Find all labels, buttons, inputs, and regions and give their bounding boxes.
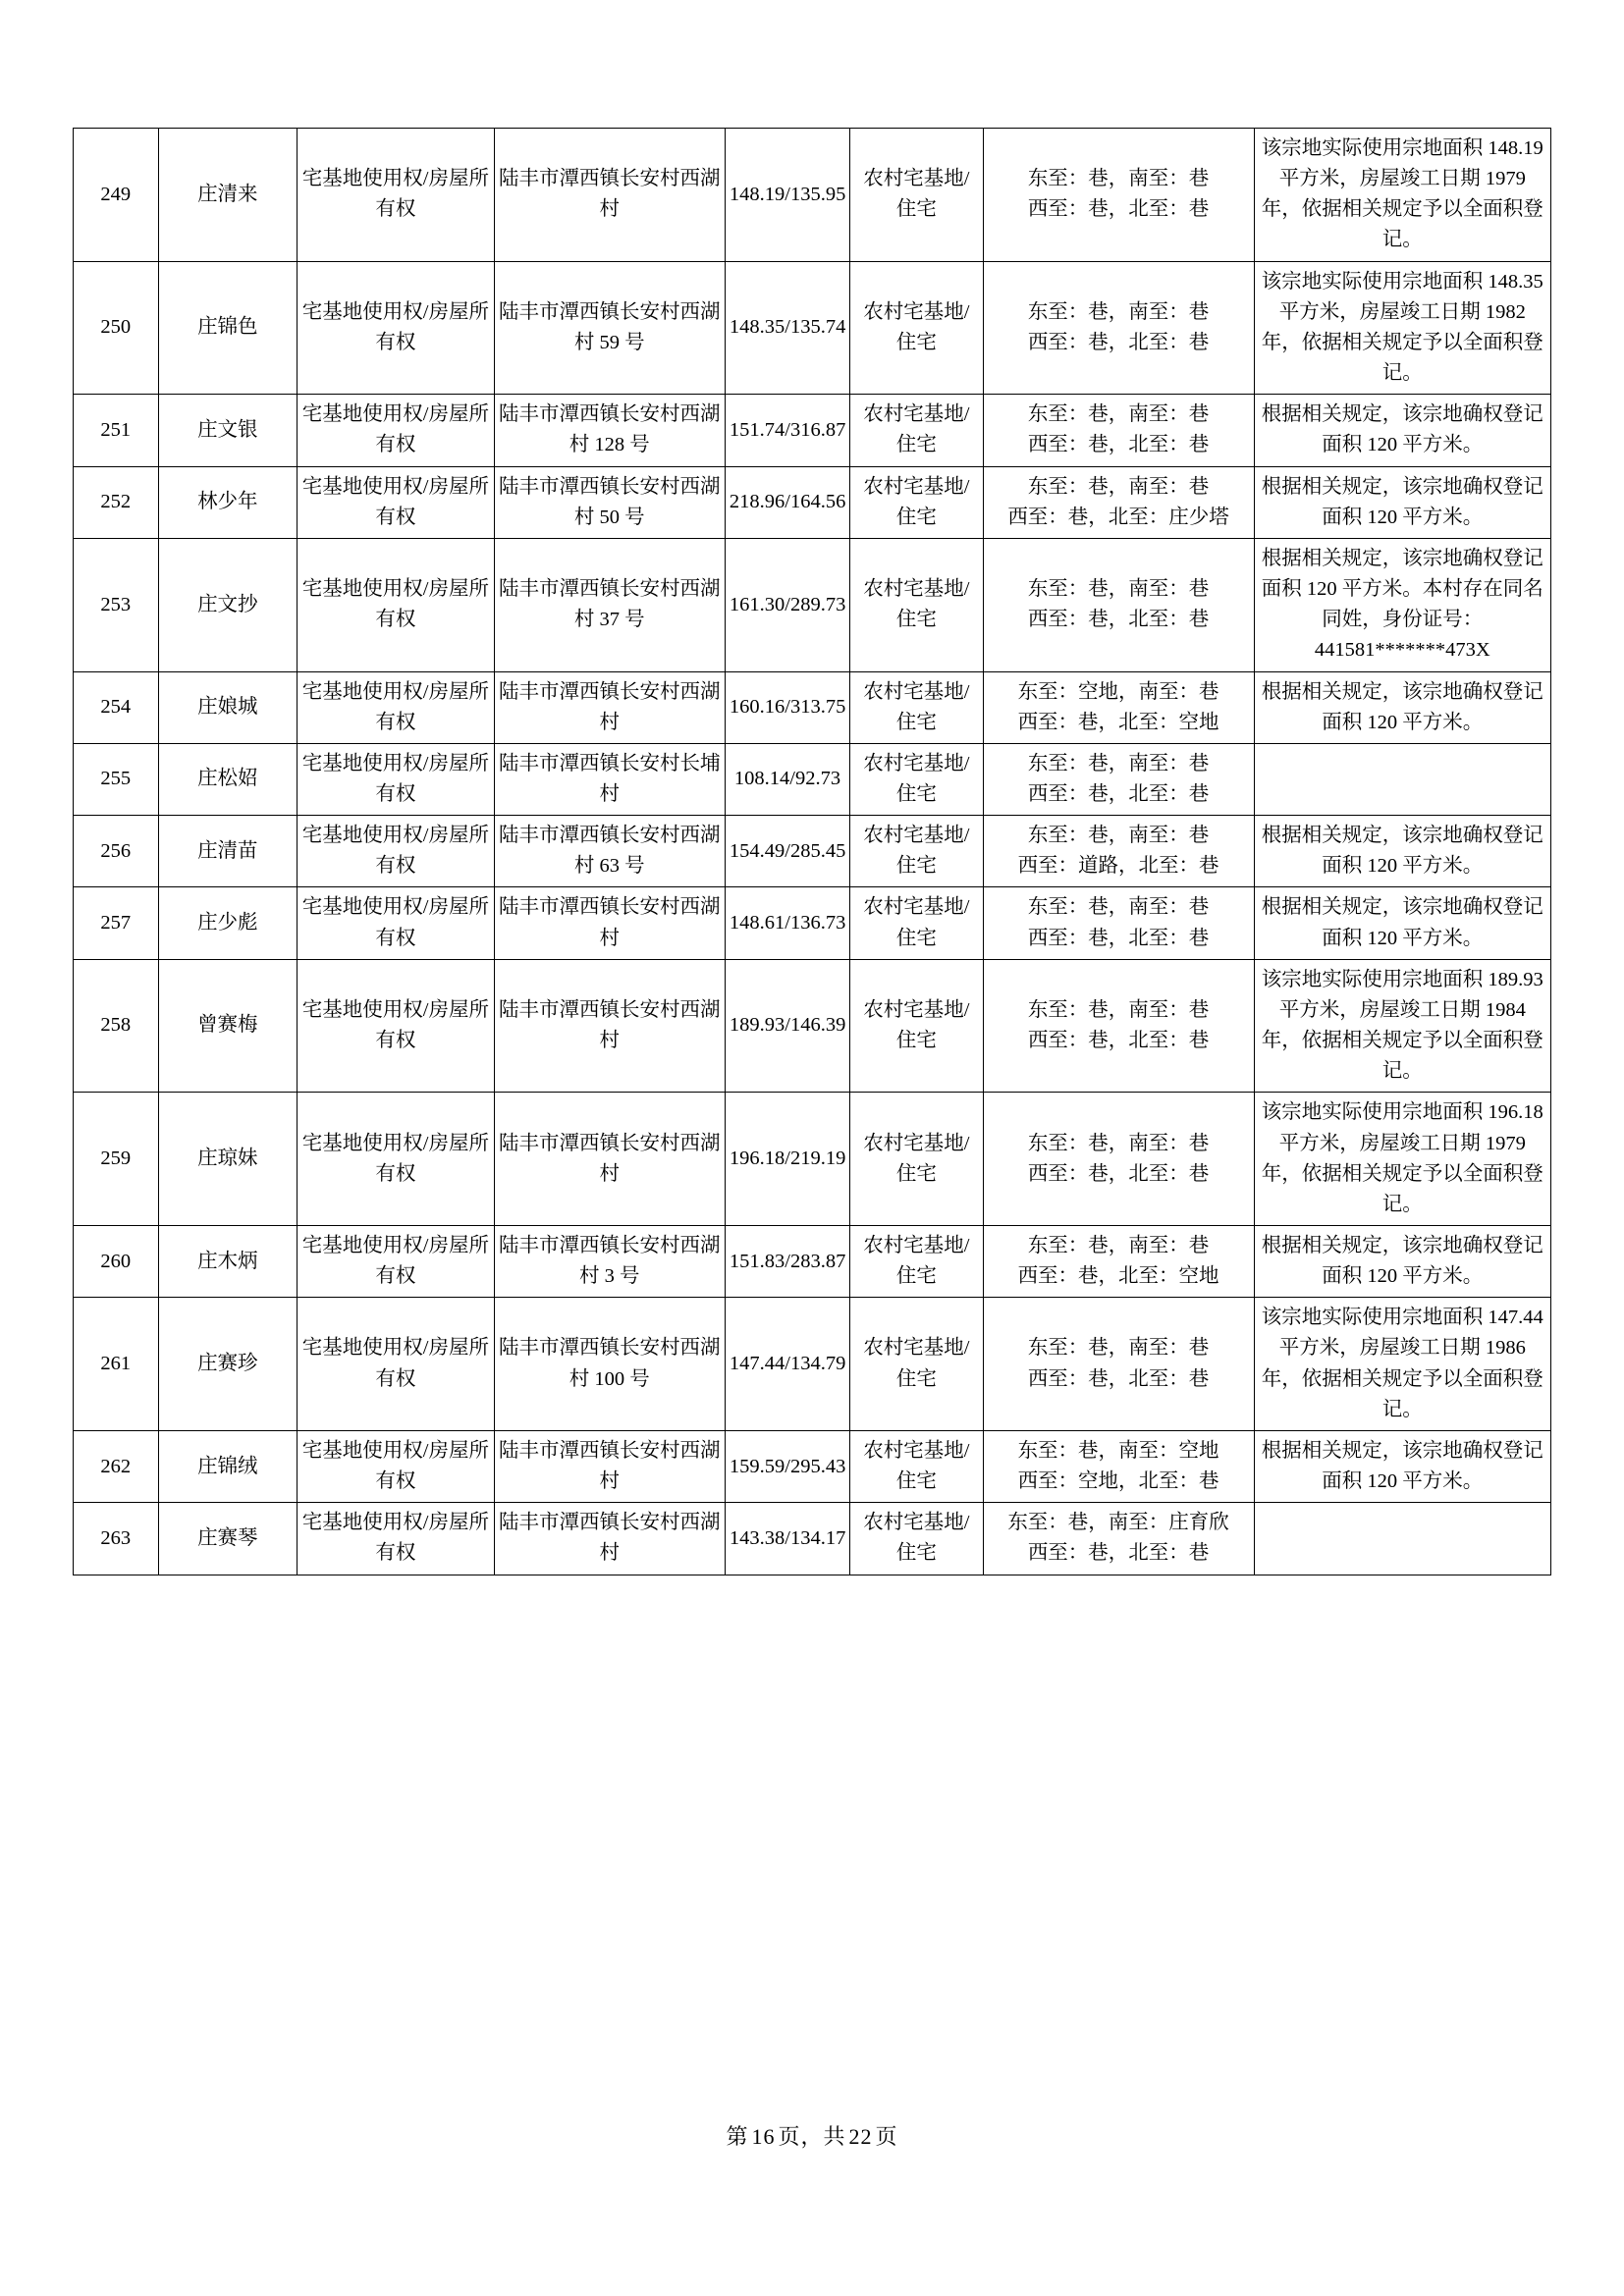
cell-sequence: 256 xyxy=(74,816,159,887)
land-registration-table xyxy=(73,128,1551,1575)
boundary-line-2: 西至：巷，北至：巷 xyxy=(1027,1162,1210,1185)
boundary-line-2: 西至：巷，北至：巷 xyxy=(1027,609,1210,631)
boundary-line-1: 东至：巷，南至：巷 xyxy=(1027,825,1210,847)
cell-name: 庄文银 xyxy=(158,395,298,466)
boundary-line-2: 西至：巷，北至：巷 xyxy=(1027,1542,1210,1565)
cell-right-type: 宅基地使用权/房屋所有权 xyxy=(298,1298,495,1431)
cell-name: 庄木炳 xyxy=(158,1226,298,1298)
cell-area: 148.19/135.95 xyxy=(725,129,849,262)
cell-sequence: 254 xyxy=(74,671,159,743)
cell-sequence: 257 xyxy=(74,887,159,959)
cell-use: 农村宅基地/住宅 xyxy=(850,1430,983,1502)
cell-area: 159.59/295.43 xyxy=(725,1430,849,1502)
cell-remark: 根据相关规定，该宗地确权登记面积 120 平方米。 xyxy=(1254,671,1550,743)
boundary-line-1: 东至：巷，南至：巷 xyxy=(1027,998,1210,1021)
cell-boundary xyxy=(983,1226,1254,1298)
cell-name: 庄清来 xyxy=(158,129,298,262)
cell-right-type: 宅基地使用权/房屋所有权 xyxy=(298,129,495,262)
boundary-line-2: 西至：巷，北至：巷 xyxy=(1027,782,1210,805)
cell-right-type: 宅基地使用权/房屋所有权 xyxy=(298,538,495,671)
cell-remark: 该宗地实际使用宗地面积 196.18 平方米，房屋竣工日期 1979 年，依据相关规定予以全面积登记。 xyxy=(1254,1093,1550,1226)
cell-address: 陆丰市潭西镇长安村西湖村 128 号 xyxy=(494,395,725,466)
cell-use: 农村宅基地/住宅 xyxy=(850,1093,983,1226)
cell-right-type: 宅基地使用权/房屋所有权 xyxy=(298,816,495,887)
cell-remark: 根据相关规定，该宗地确权登记面积 120 平方米。 xyxy=(1254,395,1550,466)
cell-use: 农村宅基地/住宅 xyxy=(850,1226,983,1298)
boundary-line-1: 东至：巷，南至：巷 xyxy=(1027,752,1210,774)
table-row xyxy=(74,1430,1551,1502)
cell-use: 农村宅基地/住宅 xyxy=(850,395,983,466)
cell-name: 庄松妱 xyxy=(158,743,298,815)
cell-use: 农村宅基地/住宅 xyxy=(850,538,983,671)
cell-name: 庄赛珍 xyxy=(158,1298,298,1431)
cell-remark: 该宗地实际使用宗地面积 148.19 平方米，房屋竣工日期 1979 年，依据相关规定予以全面积登记。 xyxy=(1254,129,1550,262)
table-row xyxy=(74,129,1551,262)
boundary-line-2: 西至：巷，北至：巷 xyxy=(1027,198,1210,221)
cell-name: 庄琼妹 xyxy=(158,1093,298,1226)
cell-address: 陆丰市潭西镇长安村西湖村 xyxy=(494,1093,725,1226)
cell-name: 庄锦绒 xyxy=(158,1430,298,1502)
table-row xyxy=(74,887,1551,959)
boundary-line-2: 西至：巷，北至：巷 xyxy=(1027,331,1210,353)
cell-name: 林少年 xyxy=(158,466,298,538)
cell-name: 庄赛琴 xyxy=(158,1503,298,1575)
table-row xyxy=(74,959,1551,1093)
table-row xyxy=(74,743,1551,815)
table-row xyxy=(74,1298,1551,1431)
cell-area: 143.38/134.17 xyxy=(725,1503,849,1575)
cell-address: 陆丰市潭西镇长安村西湖村 59 号 xyxy=(494,261,725,395)
cell-right-type: 宅基地使用权/房屋所有权 xyxy=(298,261,495,395)
cell-boundary xyxy=(983,1430,1254,1502)
boundary-line-1: 东至：巷，南至：巷 xyxy=(1027,578,1210,601)
cell-address: 陆丰市潭西镇长安村西湖村 63 号 xyxy=(494,816,725,887)
cell-right-type: 宅基地使用权/房屋所有权 xyxy=(298,1093,495,1226)
boundary-line-2: 西至：巷，北至：巷 xyxy=(1027,434,1210,456)
cell-name: 庄娘城 xyxy=(158,671,298,743)
cell-sequence: 263 xyxy=(74,1503,159,1575)
cell-sequence: 262 xyxy=(74,1430,159,1502)
cell-area: 196.18/219.19 xyxy=(725,1093,849,1226)
cell-area: 161.30/289.73 xyxy=(725,538,849,671)
cell-sequence: 260 xyxy=(74,1226,159,1298)
boundary-line-2: 西至：巷，北至：巷 xyxy=(1027,1367,1210,1390)
table-row xyxy=(74,466,1551,538)
boundary-line-1: 东至：巷，南至：巷 xyxy=(1027,475,1210,498)
cell-boundary xyxy=(983,1298,1254,1431)
cell-sequence: 259 xyxy=(74,1093,159,1226)
cell-name: 曾赛梅 xyxy=(158,959,298,1093)
cell-remark: 该宗地实际使用宗地面积 147.44 平方米，房屋竣工日期 1986 年，依据相关规定予以全面积登记。 xyxy=(1254,1298,1550,1431)
cell-remark: 根据相关规定，该宗地确权登记面积 120 平方米。 xyxy=(1254,816,1550,887)
cell-sequence: 258 xyxy=(74,959,159,1093)
cell-remark xyxy=(1254,743,1550,815)
cell-use: 农村宅基地/住宅 xyxy=(850,959,983,1093)
cell-right-type: 宅基地使用权/房屋所有权 xyxy=(298,1226,495,1298)
cell-boundary xyxy=(983,887,1254,959)
cell-name: 庄锦色 xyxy=(158,261,298,395)
boundary-line-2: 西至：空地，北至：巷 xyxy=(1017,1470,1219,1493)
cell-name: 庄少彪 xyxy=(158,887,298,959)
boundary-line-2: 西至：巷，北至：巷 xyxy=(1027,927,1210,949)
cell-remark: 根据相关规定，该宗地确权登记面积 120 平方米。本村存在同名同姓，身份证号：441581*******473X xyxy=(1254,538,1550,671)
cell-sequence: 261 xyxy=(74,1298,159,1431)
cell-area: 189.93/146.39 xyxy=(725,959,849,1093)
cell-sequence: 252 xyxy=(74,466,159,538)
cell-right-type: 宅基地使用权/房屋所有权 xyxy=(298,743,495,815)
cell-boundary xyxy=(983,1093,1254,1226)
cell-name: 庄清苗 xyxy=(158,816,298,887)
cell-address: 陆丰市潭西镇长安村西湖村 xyxy=(494,1503,725,1575)
cell-sequence: 251 xyxy=(74,395,159,466)
cell-area: 160.16/313.75 xyxy=(725,671,849,743)
boundary-line-2: 西至：巷，北至：空地 xyxy=(1017,711,1219,733)
cell-remark: 根据相关规定，该宗地确权登记面积 120 平方米。 xyxy=(1254,1430,1550,1502)
cell-remark: 该宗地实际使用宗地面积 189.93 平方米，房屋竣工日期 1984 年，依据相关规定予以全面积登记。 xyxy=(1254,959,1550,1093)
cell-address: 陆丰市潭西镇长安村西湖村 xyxy=(494,129,725,262)
boundary-line-1: 东至：巷，南至：巷 xyxy=(1027,1337,1210,1360)
table-row xyxy=(74,816,1551,887)
cell-address: 陆丰市潭西镇长安村西湖村 37 号 xyxy=(494,538,725,671)
table-row xyxy=(74,1093,1551,1226)
cell-area: 148.61/136.73 xyxy=(725,887,849,959)
footer-total-pages: 22 xyxy=(848,2124,873,2149)
table-row xyxy=(74,1226,1551,1298)
table-row xyxy=(74,671,1551,743)
cell-area: 151.83/283.87 xyxy=(725,1226,849,1298)
cell-right-type: 宅基地使用权/房屋所有权 xyxy=(298,671,495,743)
cell-address: 陆丰市潭西镇长安村西湖村 3 号 xyxy=(494,1226,725,1298)
cell-area: 151.74/316.87 xyxy=(725,395,849,466)
cell-remark: 该宗地实际使用宗地面积 148.35 平方米，房屋竣工日期 1982 年，依据相关规定予以全面积登记。 xyxy=(1254,261,1550,395)
table-body xyxy=(74,129,1551,1575)
boundary-line-2: 西至：巷，北至：空地 xyxy=(1017,1265,1219,1288)
footer-middle: 页，共 xyxy=(778,2124,846,2149)
cell-right-type: 宅基地使用权/房屋所有权 xyxy=(298,1503,495,1575)
table-row xyxy=(74,395,1551,466)
table-row xyxy=(74,261,1551,395)
boundary-line-2: 西至：道路，北至：巷 xyxy=(1017,855,1219,878)
boundary-line-1: 东至：巷，南至：空地 xyxy=(1017,1439,1219,1462)
cell-address: 陆丰市潭西镇长安村西湖村 xyxy=(494,1430,725,1502)
cell-boundary xyxy=(983,671,1254,743)
cell-remark: 根据相关规定，该宗地确权登记面积 120 平方米。 xyxy=(1254,1226,1550,1298)
cell-use: 农村宅基地/住宅 xyxy=(850,816,983,887)
boundary-line-2: 西至：巷，北至：巷 xyxy=(1027,1030,1210,1052)
page-footer xyxy=(0,2120,1624,2151)
cell-sequence: 253 xyxy=(74,538,159,671)
cell-area: 108.14/92.73 xyxy=(725,743,849,815)
cell-sequence: 255 xyxy=(74,743,159,815)
cell-name: 庄文抄 xyxy=(158,538,298,671)
boundary-line-1: 东至：巷，南至：巷 xyxy=(1027,300,1210,323)
cell-right-type: 宅基地使用权/房屋所有权 xyxy=(298,887,495,959)
cell-remark xyxy=(1254,1503,1550,1575)
cell-address: 陆丰市潭西镇长安村西湖村 xyxy=(494,887,725,959)
boundary-line-2: 西至：巷，北至：庄少塔 xyxy=(1007,506,1229,528)
boundary-line-1: 东至：巷，南至：巷 xyxy=(1027,1132,1210,1154)
cell-area: 148.35/135.74 xyxy=(725,261,849,395)
cell-remark: 根据相关规定，该宗地确权登记面积 120 平方米。 xyxy=(1254,887,1550,959)
boundary-line-1: 东至：巷，南至：巷 xyxy=(1027,1235,1210,1256)
cell-address: 陆丰市潭西镇长安村西湖村 50 号 xyxy=(494,466,725,538)
cell-boundary xyxy=(983,261,1254,395)
cell-boundary xyxy=(983,816,1254,887)
cell-sequence: 249 xyxy=(74,129,159,262)
cell-right-type: 宅基地使用权/房屋所有权 xyxy=(298,959,495,1093)
footer-page-number: 16 xyxy=(751,2124,776,2149)
cell-area: 147.44/134.79 xyxy=(725,1298,849,1431)
cell-right-type: 宅基地使用权/房屋所有权 xyxy=(298,466,495,538)
cell-address: 陆丰市潭西镇长安村西湖村 xyxy=(494,671,725,743)
cell-use: 农村宅基地/住宅 xyxy=(850,743,983,815)
cell-boundary xyxy=(983,395,1254,466)
cell-use: 农村宅基地/住宅 xyxy=(850,671,983,743)
footer-suffix: 页 xyxy=(875,2124,898,2149)
cell-boundary xyxy=(983,1503,1254,1575)
cell-use: 农村宅基地/住宅 xyxy=(850,1298,983,1431)
cell-use: 农村宅基地/住宅 xyxy=(850,1503,983,1575)
cell-use: 农村宅基地/住宅 xyxy=(850,129,983,262)
cell-boundary xyxy=(983,743,1254,815)
cell-boundary xyxy=(983,959,1254,1093)
cell-boundary xyxy=(983,466,1254,538)
cell-use: 农村宅基地/住宅 xyxy=(850,466,983,538)
boundary-line-1: 东至：空地，南至：巷 xyxy=(1017,680,1219,703)
cell-boundary xyxy=(983,129,1254,262)
cell-area: 218.96/164.56 xyxy=(725,466,849,538)
boundary-line-1: 东至：巷，南至：巷 xyxy=(1027,403,1210,426)
boundary-line-1: 东至：巷，南至：庄育欣 xyxy=(1007,1512,1229,1534)
boundary-line-1: 东至：巷，南至：巷 xyxy=(1027,896,1210,919)
cell-boundary xyxy=(983,538,1254,671)
cell-address: 陆丰市潭西镇长安村长埔村 xyxy=(494,743,725,815)
cell-area: 154.49/285.45 xyxy=(725,816,849,887)
cell-right-type: 宅基地使用权/房屋所有权 xyxy=(298,395,495,466)
table-row xyxy=(74,1503,1551,1575)
footer-prefix: 第 xyxy=(726,2124,749,2149)
cell-use: 农村宅基地/住宅 xyxy=(850,261,983,395)
boundary-line-1: 东至：巷，南至：巷 xyxy=(1027,168,1210,190)
cell-remark: 根据相关规定，该宗地确权登记面积 120 平方米。 xyxy=(1254,466,1550,538)
cell-address: 陆丰市潭西镇长安村西湖村 100 号 xyxy=(494,1298,725,1431)
cell-sequence: 250 xyxy=(74,261,159,395)
cell-use: 农村宅基地/住宅 xyxy=(850,887,983,959)
table-row xyxy=(74,538,1551,671)
cell-right-type: 宅基地使用权/房屋所有权 xyxy=(298,1430,495,1502)
cell-address: 陆丰市潭西镇长安村西湖村 xyxy=(494,959,725,1093)
